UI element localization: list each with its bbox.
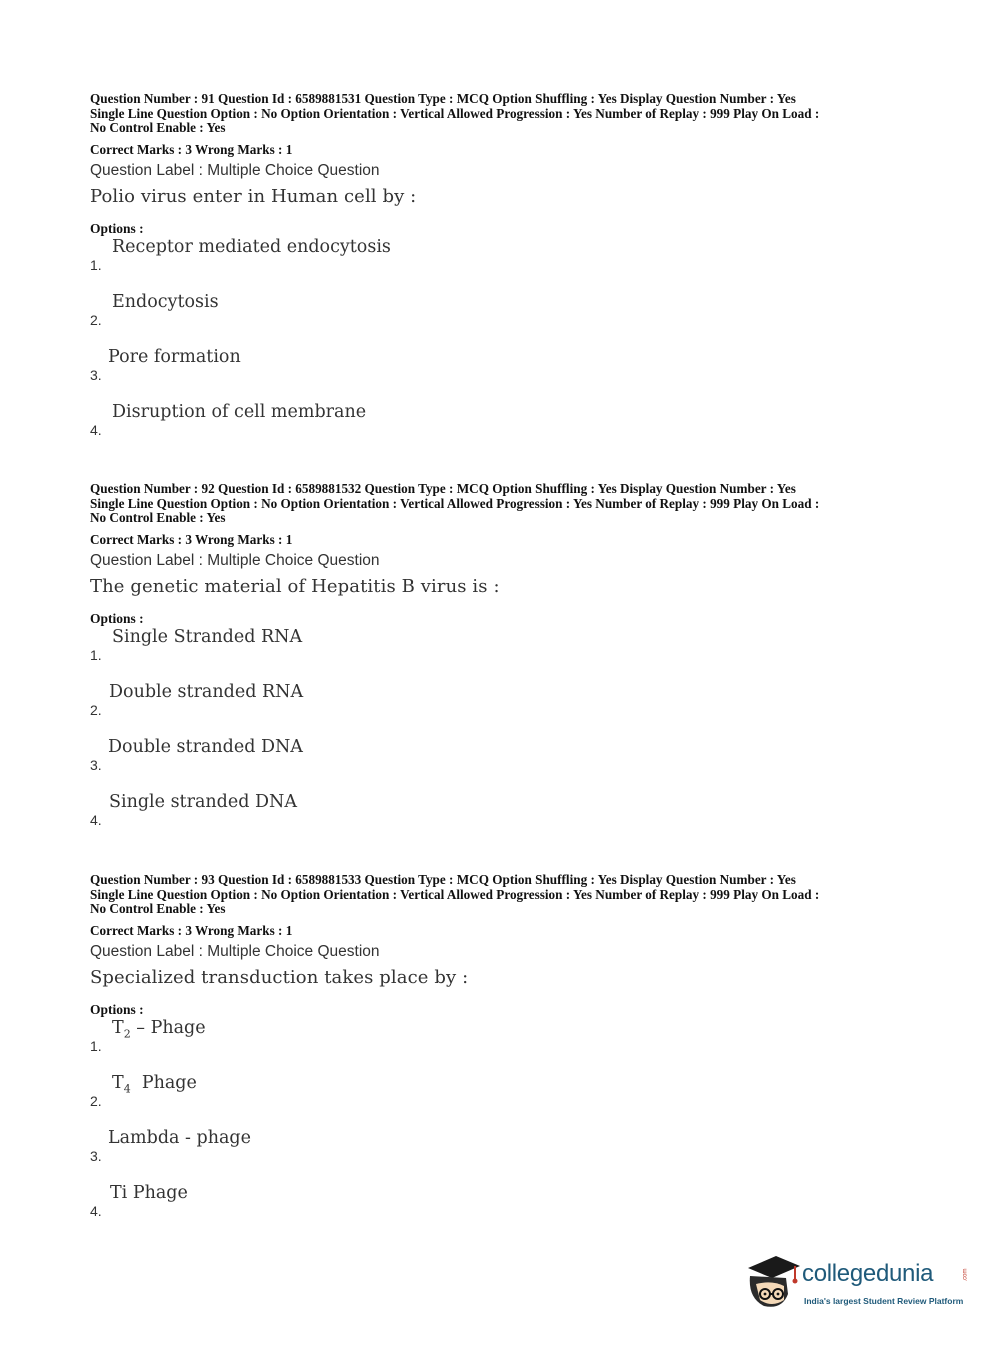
option-number: 3. — [90, 1147, 102, 1164]
question-meta — [90, 482, 920, 526]
option-4[interactable] — [90, 402, 920, 457]
logo-wordmark: collegedunia — [802, 1260, 934, 1287]
mascot-icon — [742, 1250, 802, 1314]
option-number: 1. — [90, 256, 102, 273]
option-1[interactable] — [90, 627, 920, 682]
collegedunia-logo — [742, 1250, 972, 1320]
option-1[interactable] — [90, 1018, 920, 1073]
option-text-rest: – Phage — [130, 1017, 206, 1038]
option-number: 1. — [90, 646, 102, 663]
option-1[interactable] — [90, 237, 920, 292]
question-meta — [90, 873, 920, 917]
option-number: 2. — [90, 1092, 102, 1109]
meta-line: Question Number : 93 Question Id : 6589881533 Question Type : MCQ Option Shuffling : Yes Display Question Number : Yes — [90, 872, 796, 887]
meta-line: No Control Enable : Yes — [90, 120, 226, 135]
question-marks: Correct Marks : 3 Wrong Marks : 1 — [90, 922, 293, 938]
option-2[interactable] — [90, 1073, 920, 1128]
option-text: Pore formation — [108, 346, 241, 367]
option-text: Ti Phage — [110, 1182, 188, 1203]
option-text: Endocytosis — [112, 291, 219, 312]
option-number: 1. — [90, 1037, 102, 1054]
option-text-subscript: 2 — [123, 1027, 131, 1040]
option-2[interactable] — [90, 682, 920, 737]
option-2[interactable] — [90, 292, 920, 347]
option-number: 4. — [90, 811, 102, 828]
option-number: 2. — [90, 311, 102, 328]
question-label: Question Label : Multiple Choice Question — [90, 942, 380, 960]
option-text: Lambda - phage — [108, 1127, 251, 1148]
question-text: Polio virus enter in Human cell by : — [90, 185, 417, 207]
question-label: Question Label : Multiple Choice Question — [90, 161, 380, 179]
options-label: Options : — [90, 1001, 144, 1017]
meta-line: Single Line Question Option : No Option Orientation : Vertical Allowed Progression : Yes Number of Replay : 999 Play On Load : — [90, 105, 820, 121]
option-3[interactable] — [90, 347, 920, 402]
options-label: Options : — [90, 220, 144, 236]
option-number: 2. — [90, 701, 102, 718]
question-marks: Correct Marks : 3 Wrong Marks : 1 — [90, 141, 293, 157]
meta-line: No Control Enable : Yes — [90, 901, 226, 916]
option-text: Single stranded DNA — [109, 791, 297, 812]
option-text: Disruption of cell membrane — [112, 401, 367, 422]
option-text: Double stranded RNA — [109, 681, 304, 702]
meta-line: Question Number : 91 Question Id : 6589881531 Question Type : MCQ Option Shuffling : Yes Display Question Number : Yes — [90, 91, 796, 106]
question-text: Specialized transduction takes place by : — [90, 966, 469, 988]
meta-line: Single Line Question Option : No Option Orientation : Vertical Allowed Progression : Yes Number of Replay : 999 Play On Load : — [90, 886, 820, 902]
option-text: Receptor mediated endocytosis — [112, 236, 391, 257]
meta-line: Question Number : 92 Question Id : 6589881532 Question Type : MCQ Option Shuffling : Yes Display Question Number : Yes — [90, 481, 796, 496]
option-3[interactable] — [90, 737, 920, 792]
options-label: Options : — [90, 610, 144, 626]
option-number: 4. — [90, 421, 102, 438]
option-number: 3. — [90, 366, 102, 383]
question-91 — [90, 92, 920, 457]
option-text — [112, 1018, 206, 1041]
question-meta — [90, 92, 920, 136]
question-text: The genetic material of Hepatitis B virus is : — [90, 575, 500, 597]
option-text-rest: Phage — [130, 1072, 197, 1093]
question-marks: Correct Marks : 3 Wrong Marks : 1 — [90, 531, 293, 547]
option-text-main: T — [112, 1017, 124, 1038]
logo-com: .com — [962, 1268, 969, 1282]
meta-line: Single Line Question Option : No Option Orientation : Vertical Allowed Progression : Yes Number of Replay : 999 Play On Load : — [90, 495, 820, 511]
option-number: 4. — [90, 1202, 102, 1219]
option-text: Double stranded DNA — [108, 736, 303, 757]
option-3[interactable] — [90, 1128, 920, 1183]
option-4[interactable] — [90, 792, 920, 847]
meta-line: No Control Enable : Yes — [90, 510, 226, 525]
question-93 — [90, 873, 920, 1238]
option-4[interactable] — [90, 1183, 920, 1238]
logo-tagline: India's largest Student Review Platform — [804, 1296, 964, 1306]
question-label: Question Label : Multiple Choice Question — [90, 551, 380, 569]
option-text-main: T — [112, 1072, 124, 1093]
option-text: Single Stranded RNA — [112, 626, 303, 647]
option-text-subscript: 4 — [123, 1082, 131, 1095]
question-92 — [90, 482, 920, 847]
option-text — [112, 1073, 197, 1096]
option-number: 3. — [90, 756, 102, 773]
